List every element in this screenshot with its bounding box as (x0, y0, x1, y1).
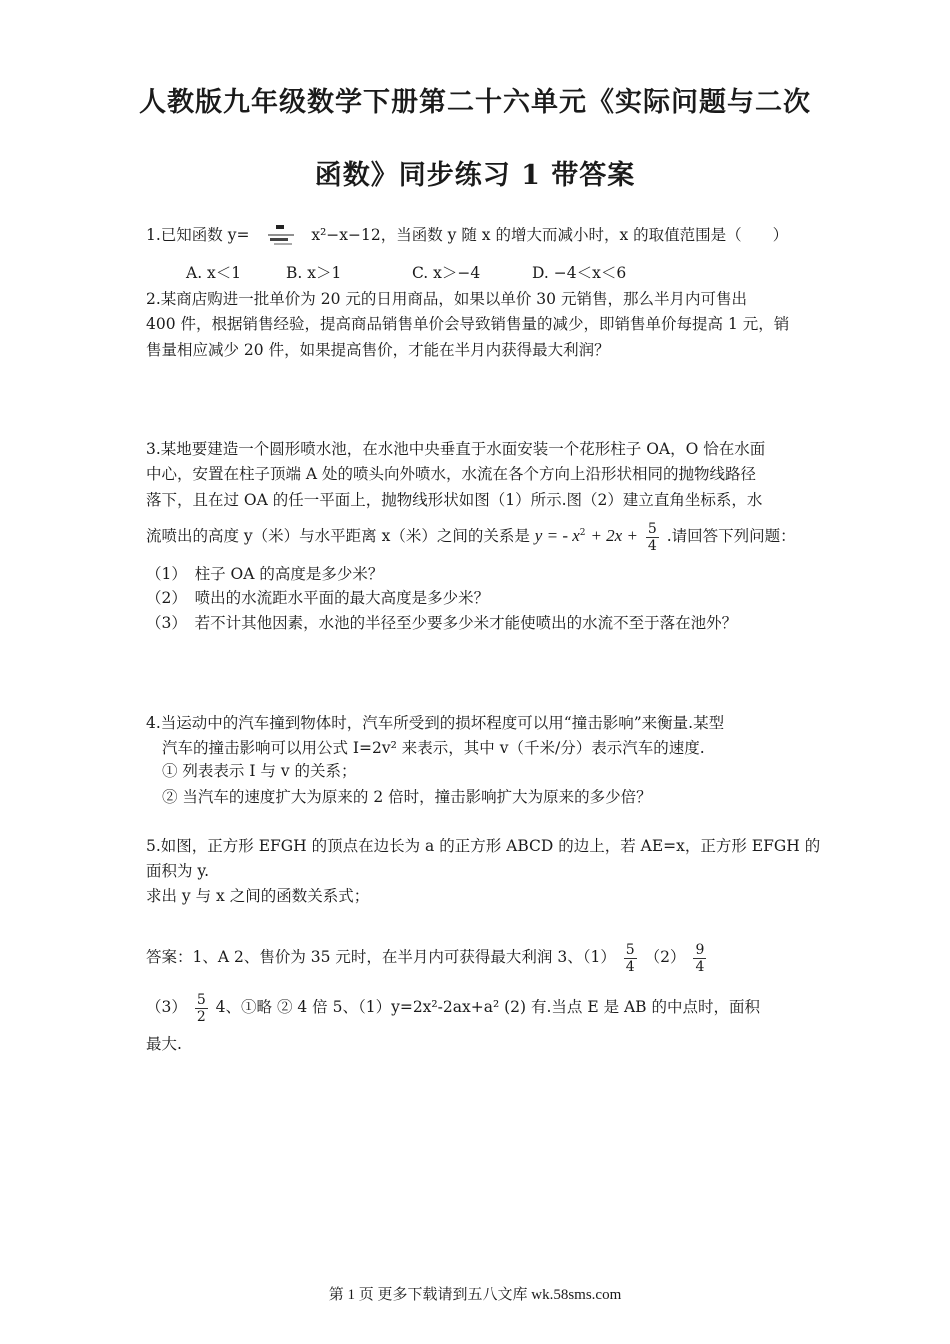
answer-fraction-1-denominator: 4 (625, 958, 635, 975)
q3-formula-numerator: 5 (647, 520, 657, 537)
question-1 (146, 224, 788, 248)
q3-formula-part-a: y = - x (534, 526, 580, 546)
q5-line2: 面积为 y. (146, 862, 210, 880)
q3-sub3: （3） 若不计其他因素，水池的半径至少要多少米才能使喷出的水流不至于落在池外？ (146, 614, 738, 632)
q2-line3: 售量相应减少 20 件，如果提高售价，才能在半月内获得最大利润？ (146, 341, 610, 359)
answer-fraction-1 (624, 942, 637, 975)
q1-option-d: D. −4＜x＜6 (532, 264, 627, 282)
q4-line1: 4.当运动中的汽车撞到物体时，汽车所受到的损坏程度可以用“撞击影响”来衡量.某型 (146, 714, 725, 732)
q1-option-a: A. x＜1 (186, 264, 242, 282)
answers-text-mid: （2） (644, 948, 686, 966)
answers-text-a: 答案：1、A 2、售价为 35 元时，在半月内可获得最大利润 3、（1） (146, 948, 616, 966)
q3-line3: 落下，且在过 OA 的任一平面上，抛物线形状如图（1）所示.图（2）建立直角坐标系，水 (146, 491, 763, 509)
answer-fraction-3 (195, 992, 208, 1025)
q4-sub2: ② 当汽车的速度扩大为原来的 2 倍时，撞击影响扩大为原来的多少倍？ (162, 788, 652, 806)
answer-fraction-3-numerator: 5 (196, 991, 206, 1008)
q3-line1: 3.某地要建造一个圆形喷水池，在水池中央垂直于水面安装一个花形柱子 OA，O 恰在水面 (146, 440, 766, 458)
q3-line4: 流喷出的高度 y（米）与水平距离 x（米）之间的关系是 y = - $x^2 + 2x$ + $\frac{5}{4}$ .请回答下列问题： (146, 520, 796, 554)
q1-suffix: x²−x−12，当函数 y 随 x 的增大而减小时，x 的取值范围是（ ） (311, 226, 789, 244)
q3-line4-text: 流喷出的高度 y（米）与水平距离 x（米）之间的关系是 (146, 527, 530, 546)
q3-sub2: （2） 喷出的水流距水平面的最大高度是多少米？ (146, 589, 490, 607)
answer-fraction-2 (693, 942, 706, 975)
answers-text-b-post: 4、①略 ② 4 倍 5、（1）y=2x²-2ax+a² (2) 有.当点 E 是 AB 的中点时，面积 (215, 998, 761, 1016)
page-title-line1: 人教版九年级数学下册第二十六单元《实际问题与二次 (139, 87, 811, 118)
q5-line1: 5.如图，正方形 EFGH 的顶点在边长为 a 的正方形 ABCD 的边上，若 AE=x，正方形 EFGH 的 (146, 837, 821, 855)
q5-line3: 求出 y 与 x 之间的函数关系式； (146, 887, 370, 905)
q3-sub1: （1） 柱子 OA 的高度是多少米？ (146, 565, 384, 583)
answer-fraction-2-numerator: 9 (695, 941, 705, 958)
page-title-line2: 函数》同步练习 1 带答案 (314, 160, 636, 191)
q2-line1: 2.某商店购进一批单价为 20 元的日用商品，如果以单价 30 元销售，那么半月内可售出 (146, 290, 747, 308)
answers-line2 (146, 987, 760, 1027)
q3-line2: 中心，安置在柱子顶端 A 处的喷头向外喷水，水流在各个方向上沿形状相同的抛物线路径 (146, 465, 757, 483)
q3-formula-fraction (646, 521, 659, 554)
answers-line3: 最大. (146, 1035, 182, 1053)
q3-formula-part-b: + 2x + (590, 526, 638, 546)
answers-text-b: （3） (146, 998, 187, 1016)
garbled-fraction-image (264, 224, 298, 248)
q1-option-b: B. x＞1 (286, 264, 342, 282)
q3-formula-denominator: 4 (647, 537, 657, 554)
q2-line2: 400 件，根据销售经验，提高商品销售单价会导致销售量的减少，即销售单价每提高 1 元，销 (146, 315, 790, 333)
page-footer: 第 1 页 更多下载请到五八文库 wk.58sms.com (328, 1287, 622, 1303)
q3-line4-post: .请回答下列问题： (666, 527, 796, 546)
q1-option-c: C. x＞−4 (412, 264, 481, 282)
answers-line1 (146, 937, 709, 977)
q4-sub1: ① 列表表示 I 与 v 的关系； (162, 762, 357, 780)
answer-fraction-1-numerator: 5 (625, 941, 635, 958)
q1-prefix: 1.已知函数 y= (146, 226, 250, 244)
answer-fraction-3-denominator: 2 (196, 1008, 206, 1025)
answer-fraction-2-denominator: 4 (695, 958, 705, 975)
q4-line2: 汽车的撞击影响可以用公式 I=2v² 来表示，其中 v（千米/分）表示汽车的速度. (162, 739, 705, 757)
